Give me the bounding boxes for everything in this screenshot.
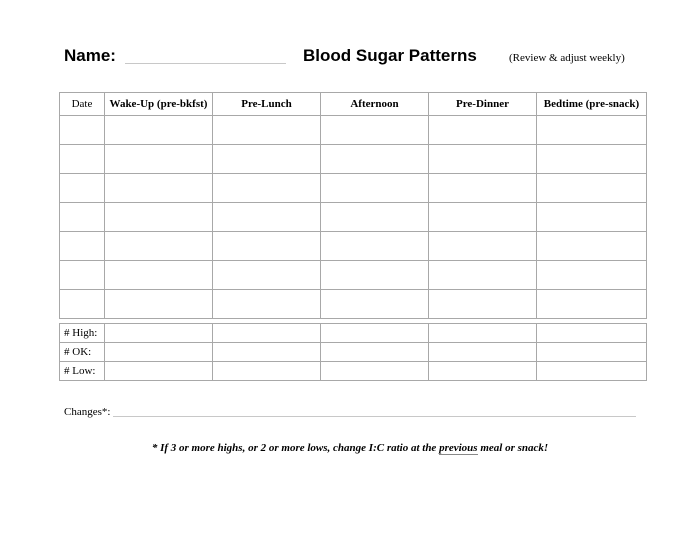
summary-cell[interactable] — [213, 343, 321, 362]
page-subtitle: (Review & adjust weekly) — [509, 52, 625, 64]
table-row — [60, 116, 647, 145]
summary-cell[interactable] — [429, 362, 537, 381]
summary-cell[interactable] — [537, 343, 647, 362]
summary-cell[interactable] — [429, 324, 537, 343]
table-header-row — [60, 93, 647, 116]
summary-row-low — [60, 362, 647, 381]
reading-cell[interactable] — [213, 145, 321, 174]
table-row — [60, 290, 647, 319]
reading-cell[interactable] — [213, 116, 321, 145]
reading-cell[interactable] — [537, 232, 647, 261]
summary-cell[interactable] — [213, 362, 321, 381]
summary-cell[interactable] — [537, 324, 647, 343]
reading-cell[interactable] — [429, 145, 537, 174]
summary-row-ok — [60, 343, 647, 362]
footnote-text-after: meal or snack! — [477, 442, 549, 454]
summary-row-high — [60, 324, 647, 343]
date-cell[interactable] — [60, 261, 105, 290]
column-header-pre-dinner: Pre-Dinner — [429, 93, 537, 116]
summary-cell[interactable] — [429, 343, 537, 362]
reading-cell[interactable] — [537, 203, 647, 232]
reading-cell[interactable] — [321, 232, 429, 261]
summary-label-high: # High: — [60, 324, 105, 343]
summary-label-ok: # OK: — [60, 343, 105, 362]
date-cell[interactable] — [60, 232, 105, 261]
reading-cell[interactable] — [321, 261, 429, 290]
reading-cell[interactable] — [429, 261, 537, 290]
reading-cell[interactable] — [105, 145, 213, 174]
reading-cell[interactable] — [537, 290, 647, 319]
table-row — [60, 174, 647, 203]
reading-cell[interactable] — [213, 261, 321, 290]
reading-cell[interactable] — [429, 232, 537, 261]
column-header-bedtime: Bedtime (pre-snack) — [537, 93, 647, 116]
reading-cell[interactable] — [321, 145, 429, 174]
table-row — [60, 145, 647, 174]
summary-cell[interactable] — [105, 324, 213, 343]
footnote-emphasis: previous — [439, 442, 478, 454]
reading-cell[interactable] — [429, 290, 537, 319]
column-header-pre-lunch: Pre-Lunch — [213, 93, 321, 116]
footnote-text-before: * If 3 or more highs, or 2 or more lows, change I:C ratio at the — [151, 442, 440, 454]
blood-sugar-log-table — [59, 92, 647, 319]
date-cell[interactable] — [60, 145, 105, 174]
date-cell[interactable] — [60, 174, 105, 203]
reading-cell[interactable] — [321, 203, 429, 232]
footnote — [0, 442, 700, 454]
reading-cell[interactable] — [429, 116, 537, 145]
changes-label: Changes*: — [64, 406, 111, 418]
name-label: Name: — [64, 46, 116, 65]
reading-cell[interactable] — [321, 174, 429, 203]
reading-cell[interactable] — [537, 116, 647, 145]
reading-cell[interactable] — [537, 261, 647, 290]
date-cell[interactable] — [60, 290, 105, 319]
summary-cell[interactable] — [321, 324, 429, 343]
table-row — [60, 203, 647, 232]
date-cell[interactable] — [60, 116, 105, 145]
summary-cell[interactable] — [105, 343, 213, 362]
changes-field[interactable] — [113, 416, 636, 417]
column-header-afternoon: Afternoon — [321, 93, 429, 116]
column-header-date: Date — [60, 93, 105, 116]
reading-cell[interactable] — [105, 261, 213, 290]
reading-cell[interactable] — [105, 290, 213, 319]
reading-cell[interactable] — [321, 290, 429, 319]
reading-cell[interactable] — [105, 203, 213, 232]
reading-cell[interactable] — [537, 174, 647, 203]
reading-cell[interactable] — [429, 174, 537, 203]
reading-cell[interactable] — [537, 145, 647, 174]
page-title: Blood Sugar Patterns — [303, 46, 477, 65]
reading-cell[interactable] — [213, 232, 321, 261]
reading-cell[interactable] — [213, 203, 321, 232]
reading-cell[interactable] — [105, 232, 213, 261]
reading-cell[interactable] — [213, 174, 321, 203]
column-header-wake-up: Wake-Up (pre-bkfst) — [105, 93, 213, 116]
reading-cell[interactable] — [429, 203, 537, 232]
table-row — [60, 232, 647, 261]
reading-cell[interactable] — [321, 116, 429, 145]
summary-label-low: # Low: — [60, 362, 105, 381]
summary-cell[interactable] — [537, 362, 647, 381]
reading-cell[interactable] — [213, 290, 321, 319]
summary-cell[interactable] — [321, 343, 429, 362]
date-cell[interactable] — [60, 203, 105, 232]
reading-cell[interactable] — [105, 116, 213, 145]
summary-cell[interactable] — [321, 362, 429, 381]
reading-cell[interactable] — [105, 174, 213, 203]
summary-table — [59, 323, 647, 381]
summary-cell[interactable] — [105, 362, 213, 381]
name-field[interactable] — [125, 63, 286, 64]
table-row — [60, 261, 647, 290]
summary-cell[interactable] — [213, 324, 321, 343]
